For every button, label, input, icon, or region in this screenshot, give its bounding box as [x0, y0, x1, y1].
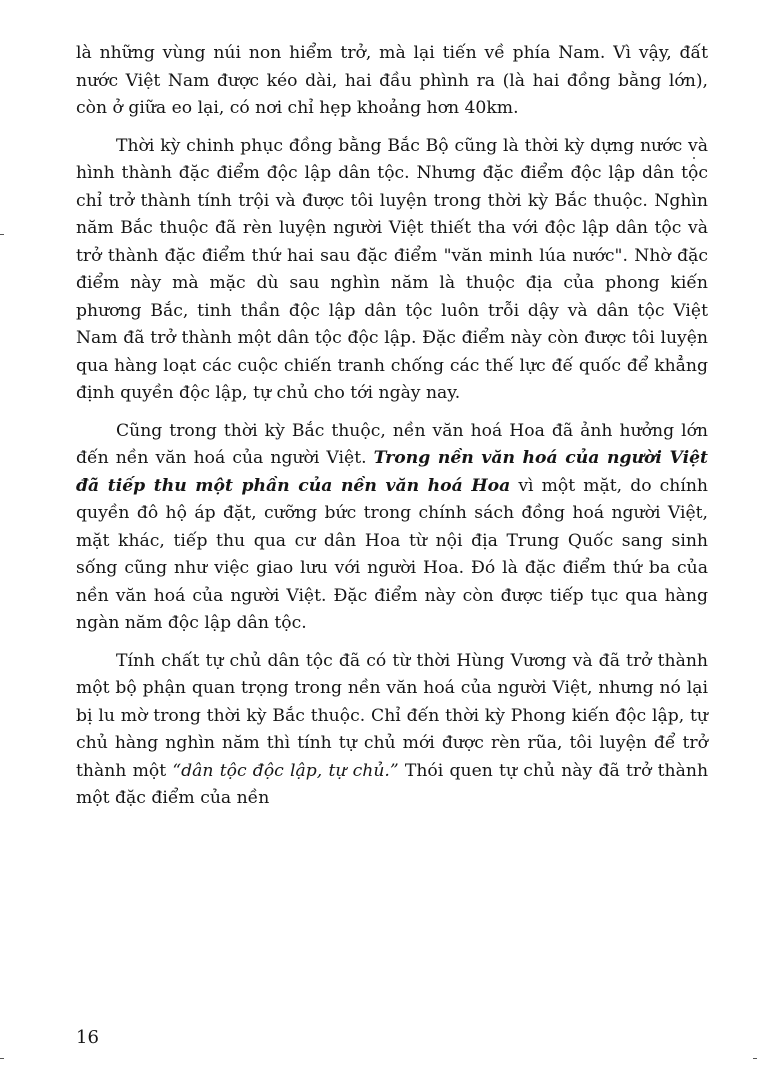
body-text: [76, 40, 708, 813]
paragraph-3-text-a: Cũng trong thời kỳ Bắc thuộc, nền văn hoá Hoa đã ảnh hưởng lớn đến nền văn hoá của người Việt.: [76, 420, 708, 468]
paragraph-2: [76, 133, 708, 408]
paragraph-1: [76, 40, 708, 123]
paragraph-3: [76, 418, 708, 638]
scan-edge-mark: [0, 1058, 4, 1059]
paragraph-4-quote: “dân tộc độc lập, tự chủ.”: [172, 760, 399, 781]
paragraph-4-text-b: Thói quen tự chủ này đã trở thành một đặc điểm của nền: [76, 760, 709, 808]
paragraph-1-text: là những vùng núi non hiểm trở, mà lại tiến về phía Nam. Vì vậy, đất nước Việt Nam được kéo dài, hai đầu phình ra (là hai đồng bằng lớn), còn ở giữa eo lại, có nơi chỉ hẹp khoảng hơn 40km.: [76, 43, 708, 118]
scan-speck: [693, 157, 695, 159]
paragraph-2-text: Thời kỳ chinh phục đồng bằng Bắc Bộ cũng là thời kỳ dựng nước và hình thành đặc điểm độc lập dân tộc. Nhưng đặc điểm độc lập dân tộc chỉ trở thành tính trội và được tôi luyện trong thời kỳ Bắc thuộc. Nghìn năm Bắc thuộc đã rèn luyện người Việt thiết tha với độc lập dân tộc và trở thành đặc điểm thứ hai sau đặc điểm "văn minh lúa nước". Nhờ đặc điểm này mà mặc dù sau nghìn năm là thuộc địa của phong kiến phương Bắc, tinh thần độc lập dân tộc luôn trỗi dậy và dân tộc Việt Nam đã trở thành một dân tộc độc lập. Đặc điểm này còn được tôi luyện qua hàng loạt các cuộc chiến tranh chống các thế lực đế quốc để khẳng định quyền độc lập, tự chủ cho tới ngày nay.: [76, 135, 708, 403]
paragraph-3-text-b: vì một mặt, do chính quyền đô hộ áp đặt, cưỡng bức trong chính sách đồng hoá người Việt, mặt khác, tiếp thu qua cư dân Hoa từ nội địa Trung Quốc sang sinh sống cũng như việc giao lưu với người Hoa. Đó là đặc điểm thứ ba của nền văn hoá của người Việt. Đặc điểm này còn được tiếp tục qua hàng ngàn năm độc lập dân tộc.: [76, 475, 708, 633]
paragraph-4: [76, 648, 708, 813]
paragraph-3-emphasis: Trong nền văn hoá của người Việt đã tiếp thu một phần của nền văn hoá Hoa: [76, 448, 708, 496]
page-number: 16: [76, 1027, 99, 1048]
paragraph-4-text-a: Tính chất tự chủ dân tộc đã có từ thời Hùng Vương và đã trở thành một bộ phận quan trọng trong nền văn hoá của người Việt, nhưng nó lại bị lu mờ trong thời kỳ Bắc thuộc. Chỉ đến thời kỳ Phong kiến độc lập, tự chủ hàng nghìn năm thì tính tự chủ mới được rèn rũa, tôi luyện để trở thành một: [76, 650, 708, 781]
scan-edge-mark: [0, 234, 4, 235]
scan-edge-mark: [753, 1058, 757, 1059]
